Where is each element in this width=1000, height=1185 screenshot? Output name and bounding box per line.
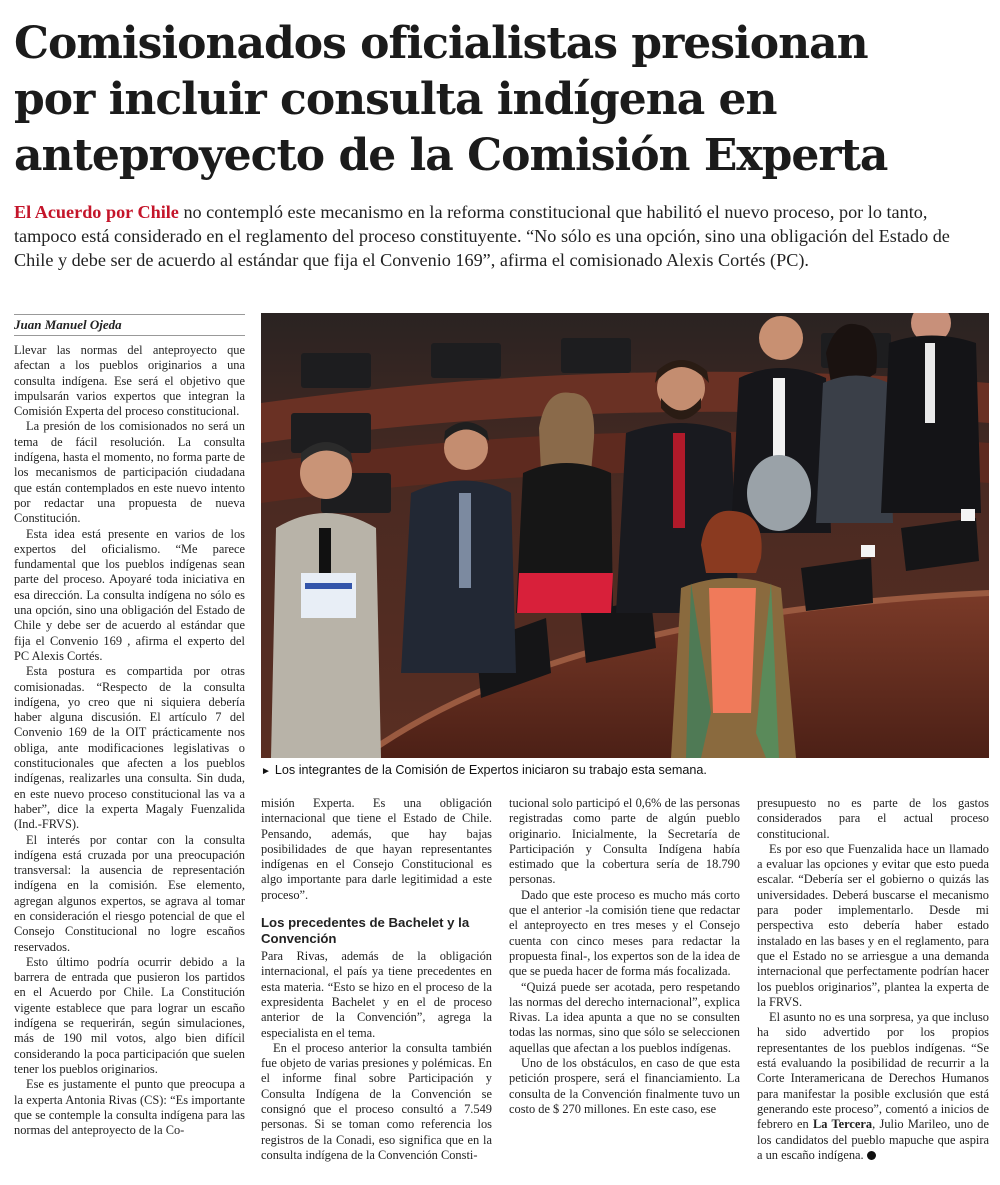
headline-line-3: anteproyecto de la Comisión Experta [14,130,888,181]
caption-triangle-icon: ► [261,766,271,777]
publication-name: La Tercera [813,1117,873,1132]
body-paragraph: Dado que este proceso es mucho más corto que el anterior -la comisión tiene que redactar el anteproyecto en tres meses y el Consejo cuenta con cinco meses para redactar la propuesta final-, los expertos son de la idea de que se pueda hacer de forma más focalizada. [509,887,740,979]
headline-line-1: Comisionados oficialistas presionan [14,18,868,69]
body-paragraph: “Quizá puede ser acotada, pero respetando las normas del derecho internacional”, explica Rivas. La idea apunta a que no se consulten todas las normas, sino que sólo se seleccionen aquellas que afectan a los pueblos indígenas. [509,979,740,1055]
headline [14,16,974,184]
body-paragraph: Llevar las normas del anteproyecto que afectan a los pueblos originarios a una consulta indígena. Ese será el objetivo que impulsarán varios expertos que integran la Comisión Experta del proceso constitucional. [14,343,245,419]
body-paragraph-last [757,1010,989,1163]
article-photo [261,313,989,758]
body-paragraph: Para Rivas, además de la obligación internacional, el país ya tiene precedentes en esta materia. “Esto se hizo en el proceso de la expresidenta Bachelet y en el de proceso anterior de la Convención”, agrega la especialista en el tema. [261,949,492,1040]
body-column-4 [757,796,989,1163]
commission-photo-illustration [261,313,989,758]
lead-highlight: El Acuerdo por Chile [14,202,179,222]
body-paragraph: Esta idea está presente en varios de los expertos del oficialismo. “Me parece fundamental que los pueblos indígenas sean parte del proceso. Apoyaré toda iniciativa en esa dirección. La consulta indígena no sólo es una opción, sino una obligación del Estado de Chile y debe ser de acuerdo al estándar que fija el Convenio 169 , afirma el experto del PC Alexis Cortés. [14,526,245,663]
body-paragraph: Es por eso que Fuenzalida hace un llamado a evaluar las opciones y evitar que esto pueda escalar. “Debería ser el gobierno o quizás las universidades. Deberá buscarse el mecanismo para poder implementarlo. Desde mi perspectiva esto debería haber estado instalado en las bases y en el reglamento, para que el Estado no se arriesgue a una demanda internacional que perfectamente podrían hacer los pueblos originarios”, plantea la experta de la FRVS. [757,841,989,1009]
body-paragraph: Uno de los obstáculos, en caso de que esta petición prospere, será el financiamiento. La consulta de la Convención finalmente tuvo un costo de $ 270 millones. En este caso, ese [509,1056,740,1116]
photo-caption [261,762,989,780]
body-paragraph: El interés por contar con la consulta indígena está cruzada por una preocupación transversal: la ausencia de representación indígena en la comisión. Ese elemento, agregan algunos expertos, se agrava al tomar en consideración el riesgo potencial de que el Consejo Constitucional no logre escaños reservados. [14,832,245,954]
body-column-2 [261,796,492,1163]
caption-text: Los integrantes de la Comisión de Expertos iniciaron su trabajo esta semana. [274,763,707,777]
body-paragraph: Esto último podría ocurrir debido a la barrera de entrada que pusieron los partidos en el Acuerdo por Chile. La Constitución vigente establece que para lograr un escaño indígena se requerirán, según simulaciones, más de 190 mil votos, algo bien difícil considerando la poca participación que suelen tener los pueblos originarios. [14,954,245,1076]
body-paragraph: Ese es justamente el punto que preocupa a la experta Antonia Rivas (CS): “Es importante que se contemple la consulta indígena para las normas del anteproyecto de la Co- [14,1077,245,1138]
body-paragraph: En el proceso anterior la consulta también fue objeto de varias presiones y polémicas. En el informe final sobre Participación y Consulta Indígena de la Convención se consignó que el proceso consultó a 7.549 personas. Si se toman como referencia los registros de la Conadi, eso significa que en la consulta indígena de la Convención Consti- [261,1040,492,1162]
body-column-3 [509,796,740,1117]
body-paragraph: Esta postura es compartida por otras comisionadas. “Respecto de la consulta indígena, yo creo que ni siquiera debería haber alguna discusión. El artículo 7 del Convenio 169 de la OIT prácticamente nos obliga, ante modificaciones legislativas o constitucionales que afecten a los pueblos indígenas, realizarles una consulta. Sin duda, en este nuevo proceso constitucional las va a haber”, dice la experta Magaly Fuenzalida (Ind.-FRVS). [14,664,245,832]
lead-text: no contempló este mecanismo en la reforma constitucional que habilitó el nuevo proceso, por lo tanto, tampoco está considerado en el reglamento del proceso constituyente. “No sólo es una opción, sino una obligación del Estado de Chile y debe ser de acuerdo al estándar que fija el Convenio 169”, afirma el comisionado Alexis Cortés (PC). [14,202,950,270]
body-column-1 [14,343,245,1138]
subheading: Los precedentes de Bachelet y la Convención [261,915,470,947]
body-paragraph: La presión de los comisionados no será un tema de fácil resolución. La consulta indígena, hasta el momento, no forma parte de los mecanismos de participación ciudadana que están contemplados en este nuevo intento por redactar una propuesta de nueva Constitución. [14,419,245,526]
lead-paragraph [14,200,989,272]
body-paragraph: misión Experta. Es una obligación internacional que tiene el Estado de Chile. Pensando, además, que hay bajas posibilidades de que hayan representantes indígenas en el Consejo Constitucional es algo importante para darle legitimidad a este proceso”. [261,796,492,902]
text-run: , Julio Marileo, uno de los candidatos del pueblo mapuche que aspira a un escaño indígena. [757,1117,989,1162]
body-paragraph: presupuesto no es parte de los gastos considerados para el actual proceso constitucional. [757,796,989,841]
body-paragraph: tucional solo participó el 0,6% de las personas registradas como parte de algún pueblo originario. Inicialmente, la Secretaría de Participación y Consulta Indígena había estimado que la cobertura sería de 18.790 personas. [509,796,740,887]
headline-line-2: por incluir consulta indígena en [14,74,777,125]
text-run: El asunto no es una sorpresa, ya que incluso ha sido advertido por los propios representantes de los pueblos indígenas. “Se está evaluando la posibilidad de recurrir a la Corte Interamericana de Derechos Humanos para manifestar la posible exclusión que está generando este proceso”, comentó a inicios de febrero en [757,1010,989,1132]
byline: Juan Manuel Ojeda [14,314,245,336]
end-of-article-icon [867,1151,876,1160]
